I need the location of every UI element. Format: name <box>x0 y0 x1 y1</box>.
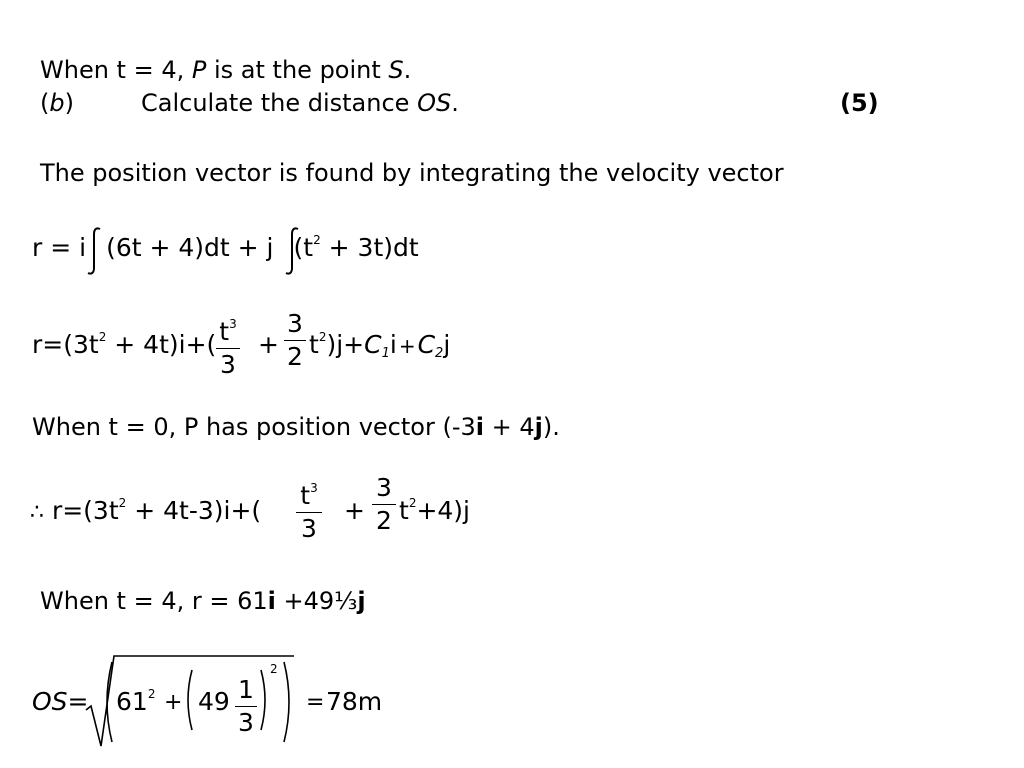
fraction-bar <box>235 706 257 707</box>
part-b-text: Calculate the distance <box>141 89 410 117</box>
part-b-label: (b) <box>40 89 74 117</box>
step3-left: ∴ $r=(3t^2 + 4t-3)i+$( <box>30 496 262 525</box>
integral-sign-icon <box>284 226 300 276</box>
step1-lhs: r = i <box>32 233 87 262</box>
step2-left: $r=(3t^2 + 4t)i+$( <box>32 330 217 359</box>
fraction-3-over-2: 3 2 <box>284 310 306 371</box>
exponent: 2 <box>118 496 127 510</box>
step2-right: $t^2)j+C_1i +C_2j$ <box>309 330 451 361</box>
part-b-question: Calculate the distance OS. <box>141 89 459 117</box>
exponent: 3 <box>229 317 237 331</box>
distance-result: 78m <box>326 687 383 716</box>
right-outer-paren-icon <box>282 660 296 744</box>
step1-integrand-1: (6t + 4)dt + j <box>106 233 274 262</box>
therefore-symbol: ∴ <box>30 500 44 525</box>
fraction-bar <box>296 512 322 513</box>
point-s: S <box>388 56 404 84</box>
question-line-1-mid: is at the point <box>214 56 381 84</box>
exponent: 2 <box>147 687 156 701</box>
os-label: OS <box>417 89 452 117</box>
fraction-bar <box>284 340 306 341</box>
right-inner-paren-icon <box>259 668 271 732</box>
exponent: 2 <box>318 330 327 344</box>
distance-b: 49 <box>198 687 230 716</box>
part-letter: b <box>49 89 65 117</box>
fraction-t3-over-3: $t^3$ 3 <box>296 474 322 543</box>
outer-exponent: 2 <box>270 662 278 676</box>
step3-right: $t^2+4)j$ <box>399 496 471 525</box>
distance-plus: + <box>164 690 183 715</box>
question-line-1 <box>40 56 411 84</box>
distance-equals: = <box>306 690 325 715</box>
step1-integrand-2a: (t <box>293 233 314 262</box>
fraction-t3-over-3: $t^3$ 3 <box>216 310 240 379</box>
distance-lhs: OS= <box>32 687 89 716</box>
question-line-1-end: . <box>403 56 412 84</box>
integral-sign-icon <box>86 226 102 276</box>
exponent: 3 <box>310 481 318 495</box>
left-inner-paren-icon <box>182 668 194 732</box>
plus-sign: + <box>258 330 279 359</box>
plus-sign: + <box>344 496 365 525</box>
left-outer-paren-icon <box>100 660 114 744</box>
marks: (5) <box>840 89 879 117</box>
position-at-t4: When t = 4, r = 61i +49⅓j <box>40 587 366 615</box>
initial-condition: When t = 0, P has position vector (-3i + 4j). <box>32 413 560 441</box>
point-p: P <box>191 56 207 84</box>
fraction-1-over-3: 1 3 <box>235 676 257 737</box>
fraction-bar <box>372 504 396 505</box>
step1-integrand-2b: + 3t)dt <box>320 233 419 262</box>
exponent: 2 <box>313 233 321 247</box>
exponent: 2 <box>98 330 107 344</box>
distance-a: $61^2$ <box>116 687 156 716</box>
explanation-text: The position vector is found by integrating the velocity vector <box>40 159 784 187</box>
fraction-bar <box>216 348 240 349</box>
fraction-3-over-2: 3 2 <box>372 474 396 535</box>
question-line-1-pre: When t = 4, <box>40 56 185 84</box>
exponent: 2 <box>408 496 417 510</box>
